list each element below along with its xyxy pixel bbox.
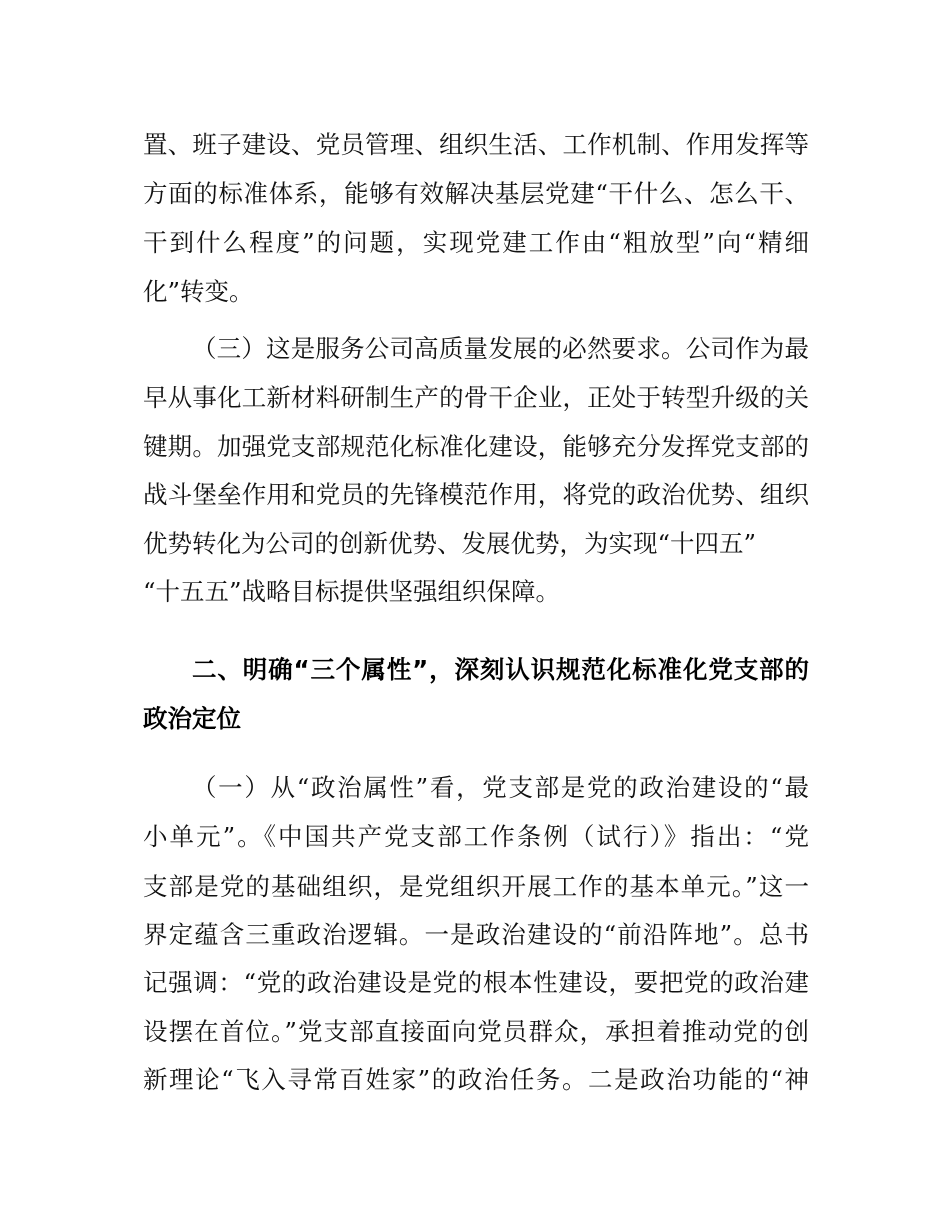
text-line: （三）这是服务公司高质量发展的必然要求。公司作为最	[192, 334, 809, 363]
text-line: 早从事化工新材料研制生产的骨干企业，正处于转型升级的关	[143, 383, 809, 412]
text-line: 新理论“飞入寻常百姓家”的政治任务。二是政治功能的“神	[143, 1065, 809, 1094]
text-line: 支部是党的基础组织，是党组织开展工作的基本单元。”这一	[143, 872, 809, 901]
text-line: 置、班子建设、党员管理、组织生活、工作机制、作用发挥等	[143, 130, 809, 159]
text-line: 界定蕴含三重政治逻辑。一是政治建设的“前沿阵地”。总书	[143, 920, 809, 949]
text-line: 化”转变。	[143, 277, 254, 306]
text-line: 设摆在首位。”党支部直接面向党员群众，承担着推动党的创	[143, 1017, 809, 1046]
text-line: 方面的标准体系，能够有效解决基层党建“干什么、怎么干、	[143, 179, 809, 208]
heading-line: 政治定位	[143, 704, 241, 733]
text-line: 战斗堡垒作用和党员的先锋模范作用，将党的政治优势、组织	[143, 480, 809, 509]
text-line: 键期。加强党支部规范化标准化建设，能够充分发挥党支部的	[143, 432, 809, 461]
heading-line: 二、明确“三个属性”，深刻认识规范化标准化党支部的	[192, 655, 809, 684]
text-line: 干到什么程度”的问题，实现党建工作由“粗放型”向“精细	[143, 228, 809, 257]
text-line: 小单元”。《中国共产党支部工作条例（试行）》指出：“党	[143, 822, 809, 851]
text-line: （一）从“政治属性”看，党支部是党的政治建设的“最	[192, 773, 809, 802]
text-line: “十五五”战略目标提供坚强组织保障。	[143, 577, 561, 606]
text-line: 优势转化为公司的创新优势、发展优势，为实现“十四五”	[143, 529, 757, 558]
text-line: 记强调：“党的政治建设是党的根本性建设，要把党的政治建	[143, 968, 809, 997]
